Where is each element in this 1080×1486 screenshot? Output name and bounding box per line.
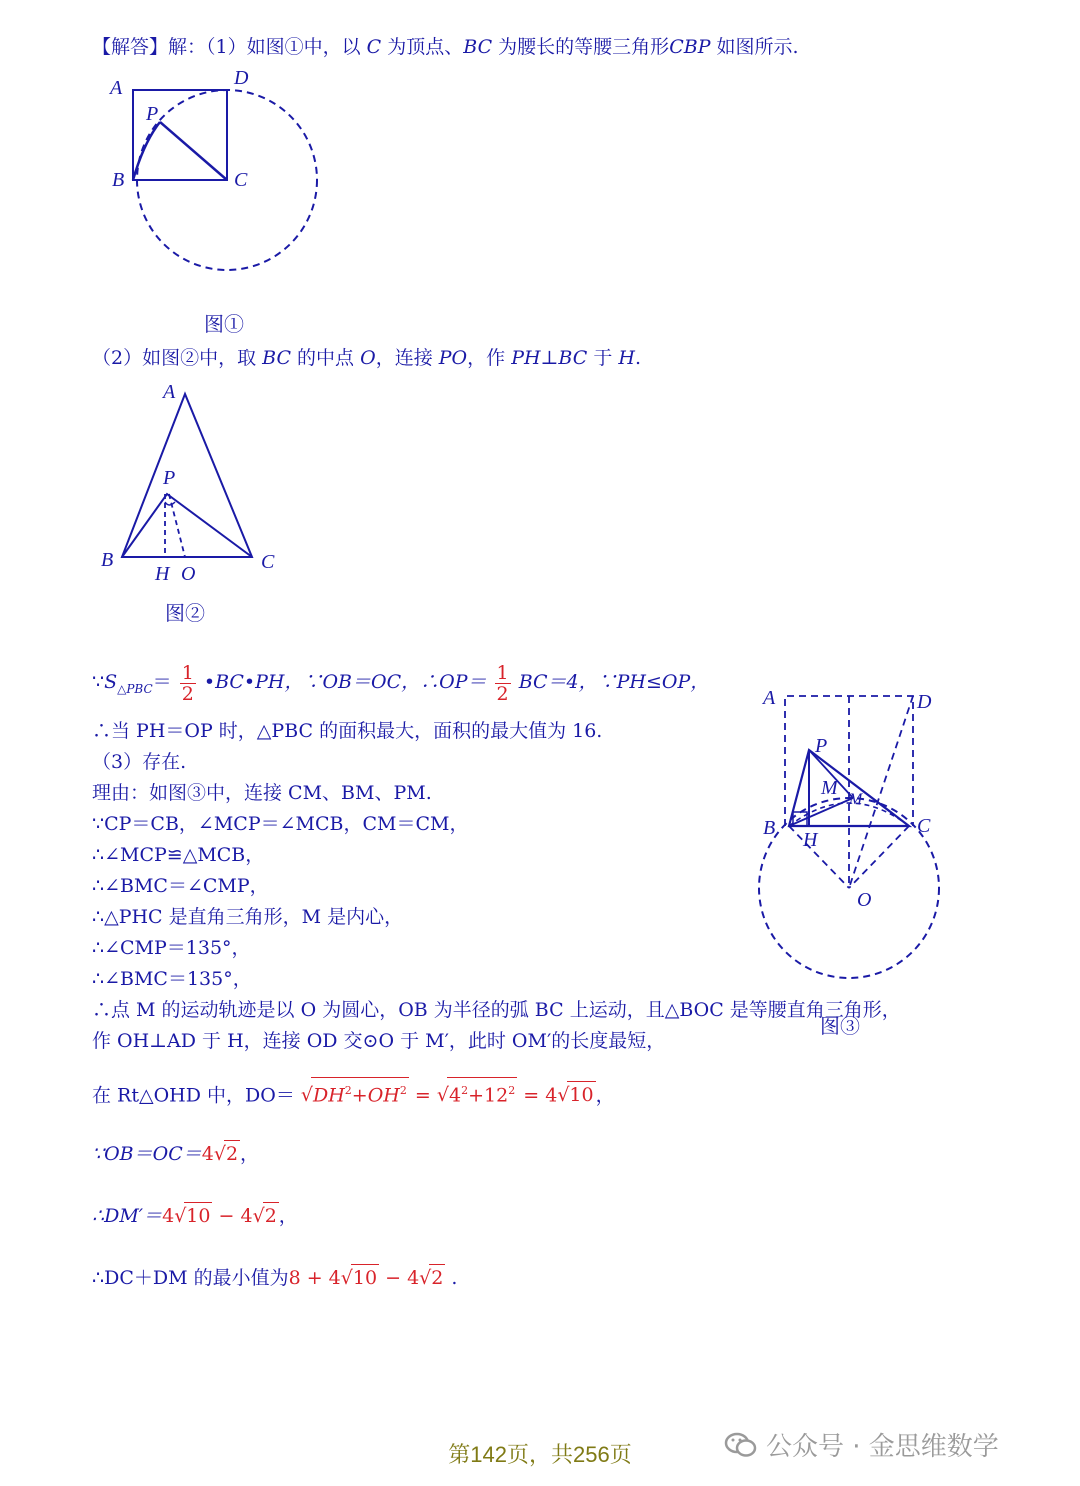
figure-1 — [100, 62, 360, 322]
label-c: C — [234, 169, 248, 191]
label-o: O — [181, 563, 196, 585]
label-h: H — [155, 563, 170, 585]
label-c: C — [917, 815, 931, 837]
figure-2 — [95, 380, 295, 590]
text-line: ∴点 M 的运动轨迹是以 O 为圆心，OB 为半径的弧 BC 上运动，且△BOC 是等腰直角三角形， — [92, 999, 901, 1021]
label-d: D — [234, 67, 249, 89]
figure-3 — [755, 680, 965, 1030]
label-d: D — [917, 691, 932, 713]
text-line: ∵CP＝CB，∠MCP＝∠MCB，CM＝CM， — [92, 813, 469, 835]
wechat-icon — [724, 1431, 758, 1459]
label-b: B — [112, 169, 125, 191]
label-p: P — [163, 467, 176, 489]
label-m: M — [821, 777, 838, 799]
text-line: （3）存在. — [92, 751, 187, 773]
label-b: B — [101, 549, 114, 571]
label-a: A — [110, 77, 123, 99]
text-line: ∴∠CMP＝135°， — [92, 937, 251, 959]
label-p: P — [146, 103, 159, 125]
label-c: C — [261, 551, 275, 573]
label-b: B — [763, 817, 776, 839]
label-p: P — [815, 735, 828, 757]
label-o: O — [857, 889, 872, 911]
figure-1-caption: 图① — [204, 312, 244, 336]
figure-3-caption: 图③ — [820, 1014, 860, 1038]
text-line: ∴∠BMC＝135°， — [92, 968, 252, 990]
text-line: 作 OH⊥AD 于 H，连接 OD 交⊙O 于 M′，此时 OM′的长度最短， — [92, 1030, 666, 1052]
label-a: A — [163, 381, 176, 403]
text-line: ∴∠BMC＝∠CMP， — [92, 875, 269, 897]
text-line: ∴△PHC 是直角三角形，M 是内心， — [92, 906, 404, 928]
header-line: 【解答】解：（1）如图①中，以 C 为顶点、BC 为腰长的等腰三角形CBP 如图所示. — [92, 36, 799, 58]
equation-do: 在 Rt△OHD 中，$DO= √DH^2+OH^2 = √4^2+12^2 = 4√10$ ， — [92, 1077, 615, 1108]
equation-area: $\because S_{\triangle PBC}=$ $\frac{1}{2}$ •BC•PH，∵OB＝OC，∴OP＝ $\frac{1}{2}$ BC＝4，∵PH≤OP， — [92, 661, 710, 705]
text-line: ∴当 PH＝OP 时，△PBC 的面积最大，面积的最大值为 16. — [92, 720, 603, 742]
text-line: ∴∠MCP≌△MCB， — [92, 844, 265, 866]
part2-line: （2）如图②中，取 BC 的中点 O，连接 PO，作 PH⊥BC 于 H. — [92, 347, 641, 369]
equation-min: ∴DC＋DM 的最小值为8 + 4√10 − 4√2 . — [92, 1264, 457, 1291]
equation-ob: ∵OB＝OC＝4√2 ， — [92, 1140, 259, 1167]
text-line: 理由：如图③中，连接 CM、BM、PM. — [92, 782, 432, 804]
page-number: 第142页，共256页 — [448, 1442, 632, 1467]
label-a: A — [763, 687, 776, 709]
watermark: 公众号 · 金思维数学 — [724, 1426, 999, 1463]
equation-dm: ∴DM′＝4√10 − 4√2 ， — [92, 1202, 298, 1229]
label-h: H — [803, 829, 818, 851]
label-m2: M — [849, 791, 863, 808]
figure-2-caption: 图② — [165, 601, 205, 625]
